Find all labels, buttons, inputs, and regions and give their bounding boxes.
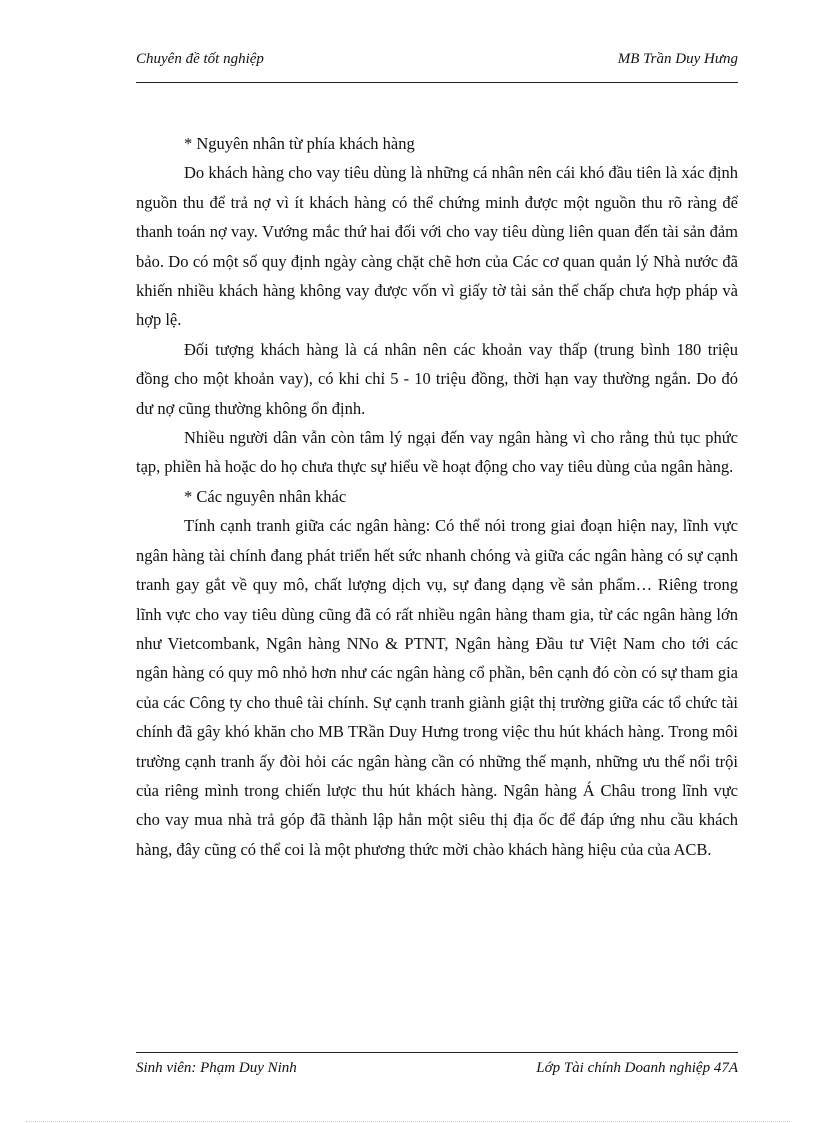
header-document-title: Chuyên đề tốt nghiệp xyxy=(136,51,264,67)
paragraph-income-and-collateral: Do khách hàng cho vay tiêu dùng là những cá nhân nên cái khó đầu tiên là xác định nguồn thu để trả nợ vì ít khách hàng có thể chứng minh được một nguồn thu rõ ràng để thanh toán nợ vay. Vướng mắc thứ hai đối với cho vay tiêu dùng liên quan đến tài sản đảm bảo. Do có một số quy định ngày càng chặt chẽ hơn của Các cơ quan quản lý Nhà nước đã khiến nhiều khách hàng không vay được vốn vì giấy tờ tài sản thế chấp chưa hợp pháp và hợp lệ. xyxy=(136,163,738,330)
header-divider xyxy=(136,82,738,83)
page-bottom-edge xyxy=(26,1121,790,1122)
footer-student-name: Sinh viên: Phạm Duy Ninh xyxy=(136,1060,297,1076)
paragraph-small-loans: Đối tượng khách hàng là cá nhân nên các khoản vay thấp (trung bình 180 triệu đồng cho một khoản vay), có khi chỉ 5 - 10 triệu đồng, thời hạn vay thường ngắn. Do đó dư nợ cũng thường không ổn định. xyxy=(136,339,738,418)
paragraph-bank-competition: Tính cạnh tranh giữa các ngân hàng: Có thể nói trong giai đoạn hiện nay, lĩnh vực ngân hàng tài chính đang phát triển hết sức nhanh chóng và giữa các ngân hàng có sự cạnh tranh gay gắt về quy mô, chất lượng dịch vụ, sự đang dạng về sản phẩm… Riêng trong lĩnh vực cho vay tiêu dùng cũng đã có rất nhiều ngân hàng tham gia, từ các ngân hàng lớn như Vietcombank, Ngân hàng NNo & PTNT, Ngân hàng Đầu tư Việt Nam cho tới các ngân hàng có quy mô nhỏ hơn như các ngân hàng cổ phần, bên cạnh đó còn có sự tham gia của các Công ty cho thuê tài chính. Sự cạnh tranh giành giật thị trường giữa các tổ chức tài chính đã gây khó khăn cho MB TRần Duy Hưng trong việc thu hút khách hàng. Trong môi trường cạnh tranh ấy đòi hỏi các ngân hàng cần có những thế mạnh, những ưu thế nổi trội của riêng mình trong chiến lược thu hút khách hàng. Ngân hàng Á Châu trong lĩnh vực cho vay mua nhà trả góp đã thành lập hẳn một siêu thị địa ốc để đáp ứng nhu cầu khách hàng, đây cũng có thể coi là một phương thức mời chào khách hàng hiệu của của ACB. xyxy=(136,516,738,859)
footer-class-name: Lớp Tài chính Doanh nghiệp 47A xyxy=(536,1060,738,1076)
footer-divider xyxy=(136,1052,738,1053)
section-heading-customer-causes: * Nguyên nhân từ phía khách hàng xyxy=(184,134,415,153)
page-footer xyxy=(136,1057,738,1079)
section-heading-other-causes: * Các nguyên nhân khác xyxy=(184,486,347,506)
paragraph-customer-hesitation: Nhiều người dân vẫn còn tâm lý ngại đến vay ngân hàng vì cho rằng thủ tục phức tạp, phiền hà hoặc do họ chưa thực sự hiểu về hoạt động cho vay tiêu dùng của ngân hàng. xyxy=(136,428,738,477)
header-branch-name: MB Trần Duy Hưng xyxy=(617,51,738,67)
page-header xyxy=(136,48,738,70)
document-body xyxy=(136,129,738,864)
